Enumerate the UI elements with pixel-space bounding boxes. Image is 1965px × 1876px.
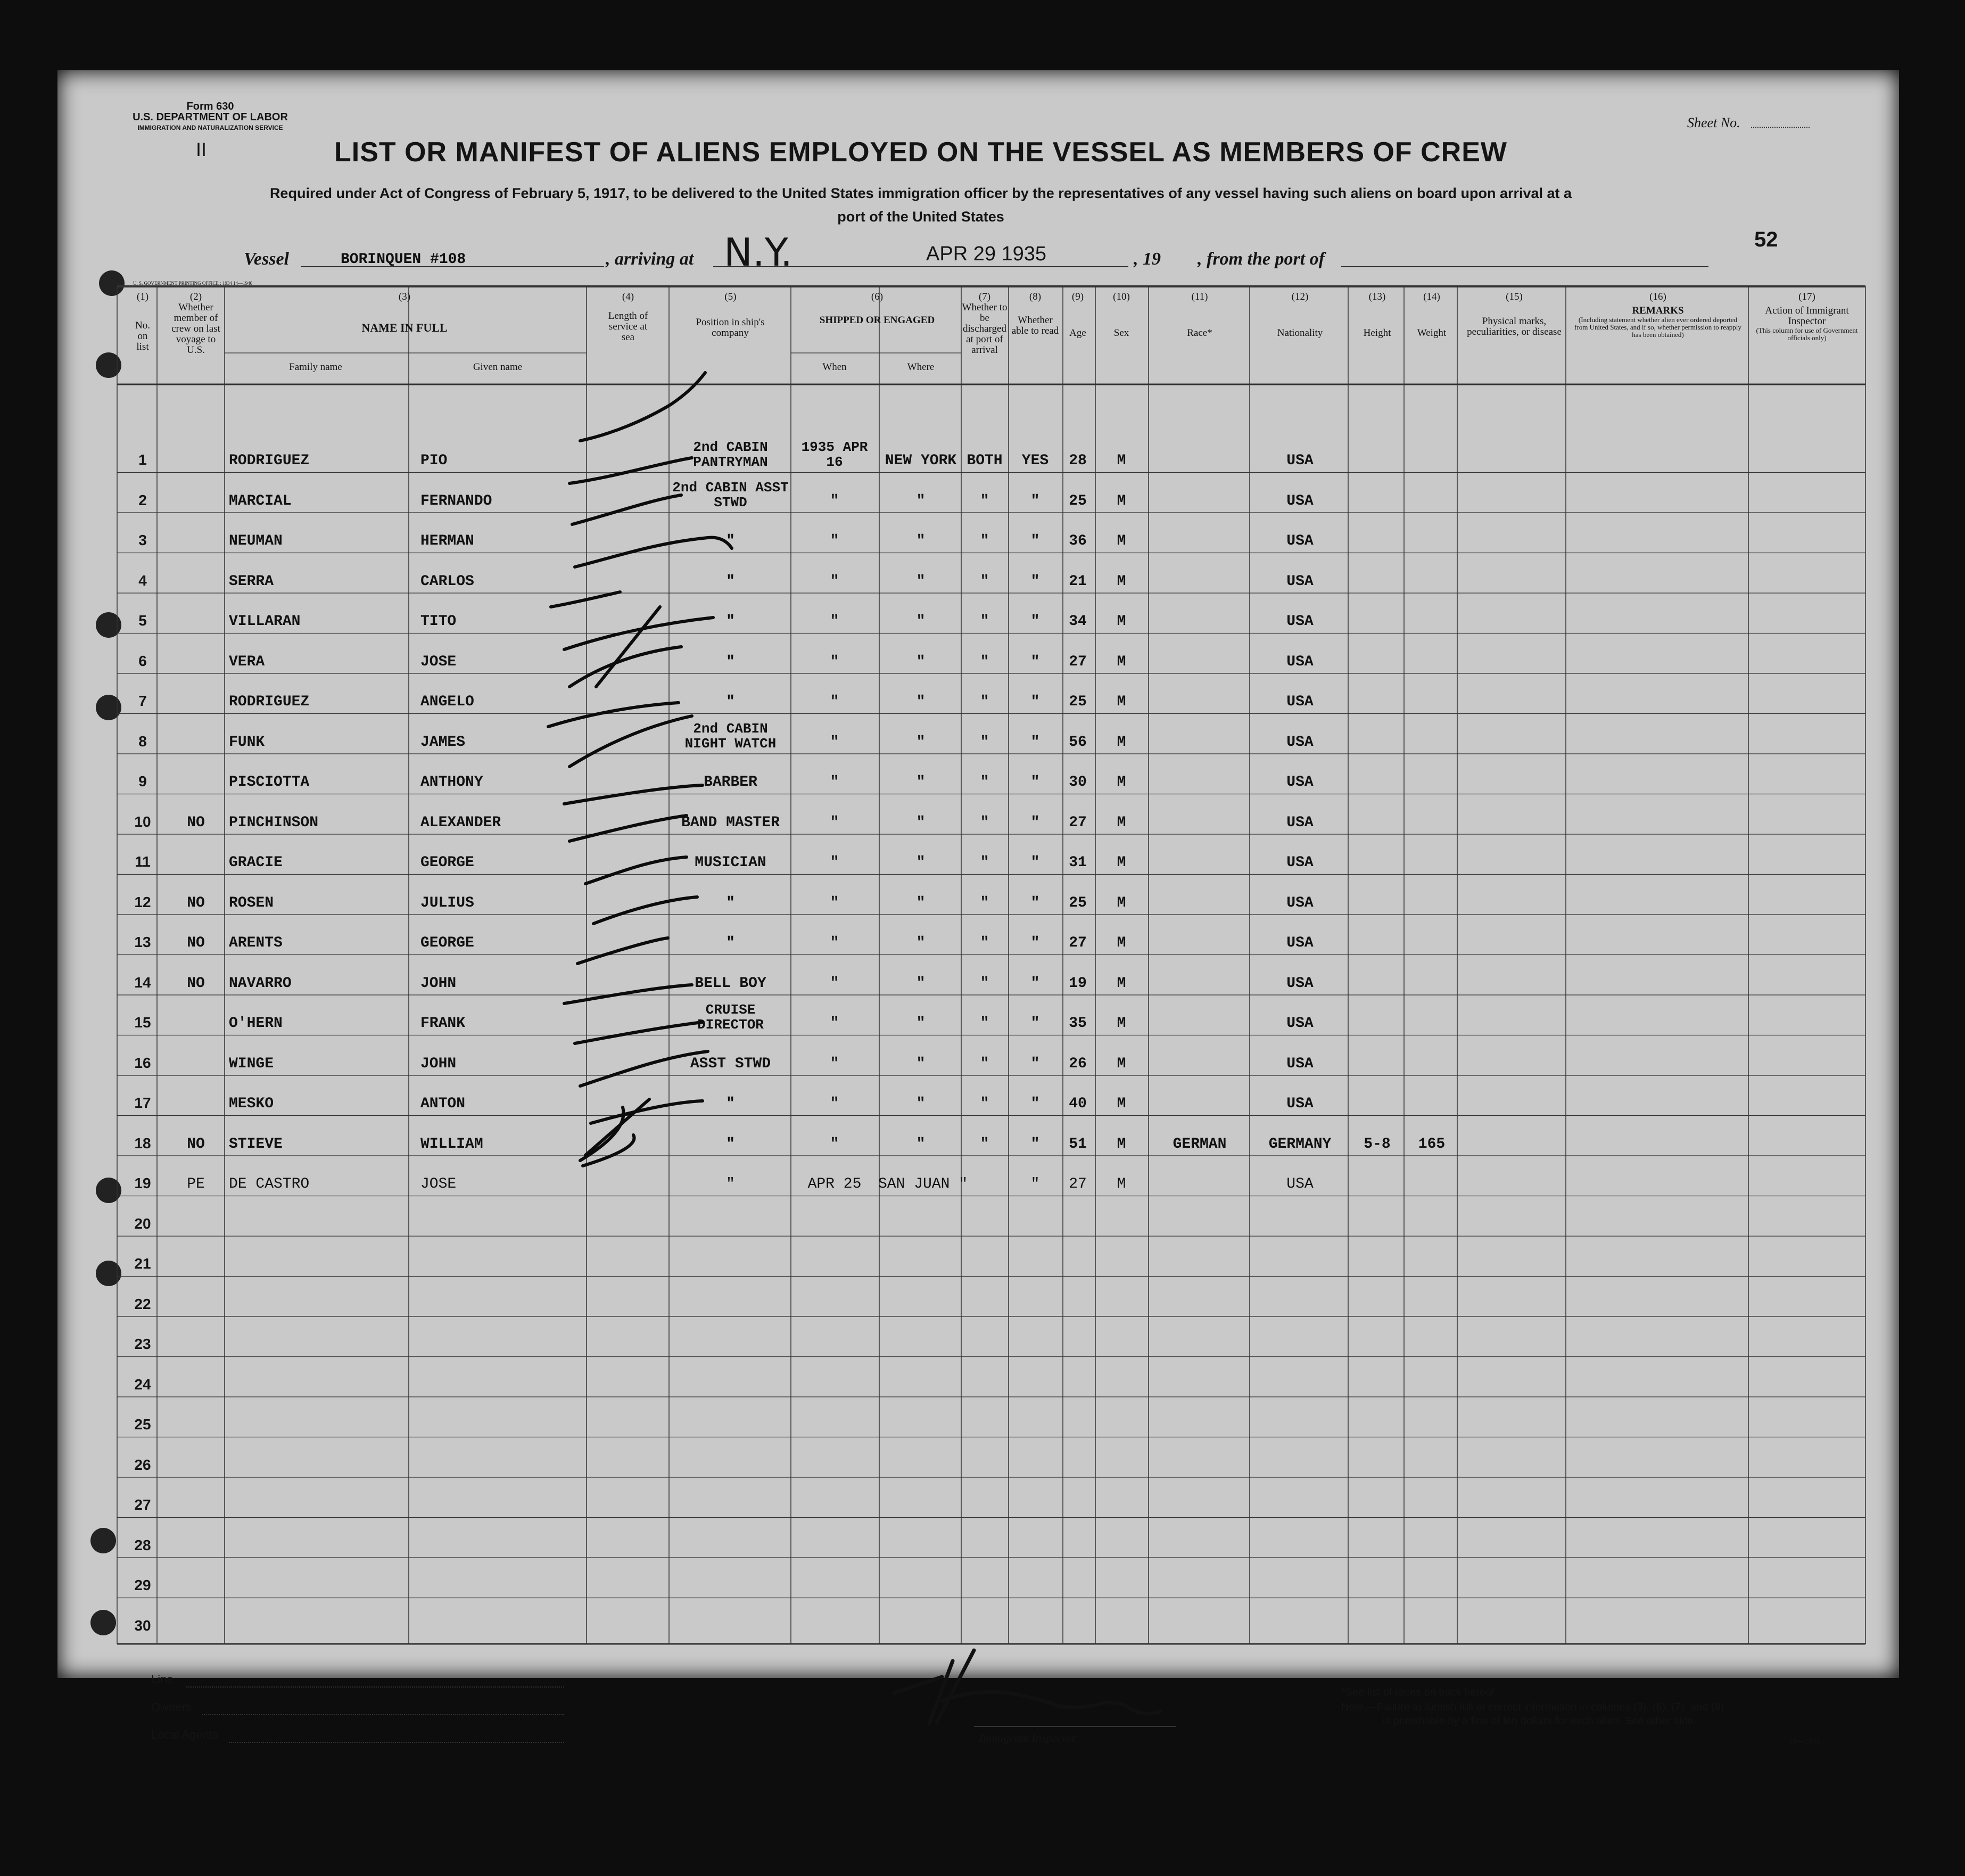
nationality-cell: USA xyxy=(1286,854,1314,871)
age-cell: 34 xyxy=(1069,613,1087,630)
able-to-read-cell: " xyxy=(1030,975,1040,992)
shipped-when-cell: " xyxy=(830,573,839,590)
age-cell: 51 xyxy=(1069,1136,1087,1153)
row-number-cell: 6 xyxy=(138,652,147,669)
able-to-read-cell: " xyxy=(1030,492,1040,509)
shipped-where-cell: " xyxy=(916,653,926,670)
given-name-cell: FERNANDO xyxy=(420,492,492,509)
col6-header: (6) SHIPPED OR ENGAGED xyxy=(819,291,935,326)
position-cell: CRUISE DIRECTOR xyxy=(697,1002,764,1033)
age-cell: 25 xyxy=(1069,492,1087,509)
race-cell: GERMAN xyxy=(1173,1136,1227,1153)
shipped-where-cell: " xyxy=(916,854,926,871)
shipped-where-cell: " xyxy=(916,734,926,751)
row-number-cell: 14 xyxy=(134,974,151,991)
row-number-cell: 12 xyxy=(134,893,151,910)
sex-cell: M xyxy=(1117,734,1126,751)
shipped-where-cell: " xyxy=(916,894,926,911)
given-name-cell: JOSE xyxy=(420,1176,457,1192)
given-name-cell: TITO xyxy=(420,613,457,630)
shipped-where-cell: " xyxy=(916,774,926,791)
given-name-cell: JOSE xyxy=(420,653,457,670)
shipped-where-cell: " xyxy=(916,814,926,831)
subtitle-line-2: port of the United States xyxy=(837,209,1004,225)
discharge-cell: " xyxy=(980,1015,989,1032)
row-number-cell: 4 xyxy=(138,572,147,589)
nationality-cell: USA xyxy=(1286,573,1314,590)
family-name-cell: WINGE xyxy=(229,1055,274,1072)
nationality-cell: USA xyxy=(1286,1055,1314,1072)
age-cell: 27 xyxy=(1069,814,1087,831)
inspector-label: Immigrant Inspector. xyxy=(979,1731,1078,1745)
row-number-cell: 19 xyxy=(134,1175,151,1191)
shipped-where-cell: " xyxy=(916,1136,926,1153)
shipped-when-cell: " xyxy=(830,533,839,549)
able-to-read-cell: " xyxy=(1030,1136,1040,1153)
sex-cell: M xyxy=(1117,814,1126,831)
able-to-read-cell: " xyxy=(1030,854,1040,871)
form-number: Form 630 U.S. DEPARTMENT OF LABOR IMMIGRATION AND NATURALIZATION SERVICE xyxy=(133,101,288,131)
family-name-cell: RODRIGUEZ xyxy=(229,694,310,710)
footer-owners-label: Owners xyxy=(151,1700,192,1714)
able-to-read-cell: " xyxy=(1030,894,1040,911)
position-cell: " xyxy=(726,573,735,590)
given-name-cell: JOHN xyxy=(420,1055,457,1072)
nationality-cell: USA xyxy=(1286,492,1314,509)
family-name-cell: O'HERN xyxy=(229,1015,283,1032)
shipped-where-cell: " xyxy=(916,935,926,951)
col13-header: (13) Height xyxy=(1363,291,1391,339)
sex-cell: M xyxy=(1117,452,1126,469)
nationality-cell: USA xyxy=(1286,613,1314,630)
shipped-where-cell: " xyxy=(916,1096,926,1112)
col16-header: (16) REMARKS (Including statement whether alien ever ordered deported from United States, and if so, whether permission to reapply has been obtained) xyxy=(1574,291,1741,339)
shipped-where-cell: " xyxy=(916,613,926,630)
discharge-cell: " xyxy=(980,613,989,630)
row-number-cell: 1 xyxy=(138,451,147,468)
nationality-cell: USA xyxy=(1286,734,1314,751)
prior-voyage-cell: NO xyxy=(187,814,205,831)
nationality-cell: USA xyxy=(1286,1015,1314,1032)
shipped-when-cell: " xyxy=(830,613,839,630)
given-name-cell: PIO xyxy=(420,452,448,469)
row-number-cell: 20 xyxy=(134,1215,151,1232)
sex-cell: M xyxy=(1117,613,1126,630)
discharge-cell: " xyxy=(980,1055,989,1072)
given-name-cell: FRANK xyxy=(420,1015,466,1032)
arriving-port: N.Y. xyxy=(724,230,793,275)
sex-cell: M xyxy=(1117,935,1126,951)
position-cell: BARBER xyxy=(704,774,757,791)
position-cell: MUSICIAN xyxy=(695,854,766,871)
age-cell: 27 xyxy=(1069,653,1087,670)
footer-line-label: Line xyxy=(151,1673,174,1686)
row-number-cell: 3 xyxy=(138,532,147,548)
races-note: *See list of races on back hereof. xyxy=(1341,1686,1498,1698)
row-number-cell: 18 xyxy=(134,1134,151,1151)
age-cell: 56 xyxy=(1069,734,1087,751)
nationality-cell: USA xyxy=(1286,774,1314,791)
discharge-cell: " xyxy=(980,975,989,992)
vessel-name: BORINQUEN #108 xyxy=(341,251,466,268)
position-cell: BAND MASTER xyxy=(681,814,780,831)
nationality-cell: GERMANY xyxy=(1268,1136,1332,1153)
penalty-note-line-1: Note.—Failure to furnish full or correct information in columns (3), (6), (7), and (8) xyxy=(1341,1701,1724,1713)
col14-header: (14) Weight xyxy=(1417,291,1447,339)
shipped-when-cell: " xyxy=(830,814,839,831)
col3-family-header: Family name xyxy=(289,361,342,373)
position-cell: " xyxy=(726,935,735,951)
able-to-read-cell: " xyxy=(1030,1055,1040,1072)
row-number-cell: 5 xyxy=(138,612,147,629)
able-to-read-cell: YES xyxy=(1021,452,1049,469)
nationality-cell: USA xyxy=(1286,694,1314,710)
row-number-cell: 22 xyxy=(134,1295,151,1312)
age-cell: 26 xyxy=(1069,1055,1087,1072)
discharge-cell: " xyxy=(980,774,989,791)
age-cell: 30 xyxy=(1069,774,1087,791)
sex-cell: M xyxy=(1117,854,1126,871)
position-cell: ASST STWD xyxy=(690,1055,771,1072)
position-cell: " xyxy=(726,533,735,549)
able-to-read-cell: " xyxy=(1030,935,1040,951)
nationality-cell: USA xyxy=(1286,1096,1314,1112)
row-number-cell: 21 xyxy=(134,1255,151,1272)
given-name-cell: GEORGE xyxy=(420,935,474,951)
family-name-cell: NAVARRO xyxy=(229,975,292,992)
sex-cell: M xyxy=(1117,533,1126,549)
shipped-when-cell: " xyxy=(830,1096,839,1112)
position-cell: " xyxy=(726,1096,735,1112)
discharge-cell: BOTH xyxy=(967,452,1003,469)
shipped-where-cell: SAN JUAN " xyxy=(878,1176,968,1192)
prior-voyage-cell: NO xyxy=(187,894,205,911)
discharge-cell: " xyxy=(980,854,989,871)
col5-header: (5) Position in ship's company xyxy=(696,291,765,339)
given-name-cell: ANTHONY xyxy=(420,774,483,791)
able-to-read-cell: " xyxy=(1030,1096,1040,1112)
able-to-read-cell: " xyxy=(1030,1176,1040,1192)
family-name-cell: PINCHINSON xyxy=(229,814,319,831)
family-name-cell: VERA xyxy=(229,653,265,670)
family-name-cell: VILLARAN xyxy=(229,613,301,630)
able-to-read-cell: " xyxy=(1030,533,1040,549)
footer-agents-label: Local Agents xyxy=(151,1728,218,1741)
arrival-date-stamp: APR 29 1935 xyxy=(926,243,1047,265)
nationality-cell: USA xyxy=(1286,894,1314,911)
col11-header: (11) Race* xyxy=(1187,291,1212,339)
age-cell: 27 xyxy=(1069,935,1087,951)
shipped-when-cell: 1935 APR 16 xyxy=(801,439,868,470)
printing-office: U. S. GOVERNMENT PRINTING OFFICE : 1934 14—1940 xyxy=(133,281,253,286)
prior-voyage-cell: NO xyxy=(187,975,205,992)
row-number-cell: 10 xyxy=(134,813,151,830)
sex-cell: M xyxy=(1117,1136,1126,1153)
shipped-where-cell: " xyxy=(916,1055,926,1072)
able-to-read-cell: " xyxy=(1030,1015,1040,1032)
sex-cell: M xyxy=(1117,653,1126,670)
age-cell: 21 xyxy=(1069,573,1087,590)
given-name-cell: ALEXANDER xyxy=(420,814,501,831)
given-name-cell: HERMAN xyxy=(420,533,474,549)
discharge-cell: " xyxy=(980,573,989,590)
col6-where-header: Where xyxy=(907,361,935,373)
col7-header: (7) Whether to be discharged at port of arrival xyxy=(962,291,1008,356)
row-number-cell: 24 xyxy=(134,1376,151,1393)
shipped-where-cell: " xyxy=(916,1015,926,1032)
able-to-read-cell: " xyxy=(1030,653,1040,670)
shipped-when-cell: " xyxy=(830,975,839,992)
position-cell: 2nd CABIN PANTRYMAN xyxy=(693,439,768,470)
col1-header: (1) No. on list xyxy=(135,291,150,352)
page-title: LIST OR MANIFEST OF ALIENS EMPLOYED ON THE VESSEL AS MEMBERS OF CREW xyxy=(334,137,1507,168)
nationality-cell: USA xyxy=(1286,1176,1314,1192)
discharge-cell: " xyxy=(980,894,989,911)
given-name-cell: JOHN xyxy=(420,975,457,992)
col2-header: (2) Whether member of crew on last voyage to U.S. xyxy=(171,291,220,356)
discharge-cell: " xyxy=(980,814,989,831)
given-name-cell: ANTON xyxy=(420,1096,466,1112)
discharge-cell: " xyxy=(980,653,989,670)
given-name-cell: JAMES xyxy=(420,734,466,751)
given-name-cell: GEORGE xyxy=(420,854,474,871)
col3-given-header: Given name xyxy=(473,361,523,373)
row-number-cell: 17 xyxy=(134,1095,151,1111)
sex-cell: M xyxy=(1117,492,1126,509)
shipped-where-cell: " xyxy=(916,694,926,710)
sex-cell: M xyxy=(1117,1055,1126,1072)
discharge-cell: " xyxy=(980,492,989,509)
discharge-cell: " xyxy=(980,935,989,951)
position-cell: 2nd CABIN ASST STWD xyxy=(672,479,789,511)
shipped-when-cell: " xyxy=(830,894,839,911)
shipped-when-cell: " xyxy=(830,854,839,871)
age-cell: 27 xyxy=(1069,1176,1087,1192)
row-number-cell: 27 xyxy=(134,1496,151,1513)
row-number-cell: 2 xyxy=(138,491,147,508)
form-mark: II xyxy=(196,139,207,161)
family-name-cell: PISCIOTTA xyxy=(229,774,310,791)
position-cell: " xyxy=(726,694,735,710)
age-cell: 25 xyxy=(1069,894,1087,911)
sex-cell: M xyxy=(1117,1015,1126,1032)
sex-cell: M xyxy=(1117,975,1126,992)
family-name-cell: MESKO xyxy=(229,1096,274,1112)
col12-header: (12) Nationality xyxy=(1277,291,1323,339)
col17-header: (17) Action of Immigrant Inspector (This column for use of Government officials only) xyxy=(1756,291,1858,342)
discharge-cell: " xyxy=(980,694,989,710)
page-number: 52 xyxy=(1754,228,1778,251)
age-cell: 36 xyxy=(1069,533,1087,549)
position-cell: " xyxy=(726,613,735,630)
col15-header: (15) Physical marks, peculiarities, or disease xyxy=(1467,291,1562,338)
able-to-read-cell: " xyxy=(1030,814,1040,831)
sex-cell: M xyxy=(1117,1096,1126,1112)
shipped-where-cell: " xyxy=(916,533,926,549)
prior-voyage-cell: NO xyxy=(187,1136,205,1153)
family-name-cell: MARCIAL xyxy=(229,492,292,509)
position-cell: " xyxy=(726,653,735,670)
position-cell: 2nd CABIN NIGHT WATCH xyxy=(684,720,777,752)
able-to-read-cell: " xyxy=(1030,774,1040,791)
able-to-read-cell: " xyxy=(1030,734,1040,751)
position-cell: " xyxy=(726,894,735,911)
shipped-when-cell: " xyxy=(830,653,839,670)
row-number-cell: 11 xyxy=(135,853,151,870)
position-cell: " xyxy=(726,1176,735,1192)
height-cell: 5-8 xyxy=(1364,1136,1391,1153)
weight-cell: 165 xyxy=(1418,1136,1446,1153)
sex-cell: M xyxy=(1117,694,1126,710)
age-cell: 19 xyxy=(1069,975,1087,992)
row-number-cell: 7 xyxy=(138,693,147,709)
col10-header: (10) Sex xyxy=(1113,291,1130,339)
age-cell: 35 xyxy=(1069,1015,1087,1032)
prior-voyage-cell: PE xyxy=(187,1176,205,1192)
nationality-cell: USA xyxy=(1286,975,1314,992)
sheet-number-label: Sheet No. xyxy=(1687,115,1740,130)
row-number-cell: 29 xyxy=(134,1577,151,1593)
shipped-when-cell: " xyxy=(830,1136,839,1153)
shipped-where-cell: " xyxy=(916,492,926,509)
nationality-cell: USA xyxy=(1286,533,1314,549)
family-name-cell: SERRA xyxy=(229,573,274,590)
shipped-where-cell: " xyxy=(916,573,926,590)
from-port-label: , from the port of xyxy=(1198,249,1325,269)
family-name-cell: RODRIGUEZ xyxy=(229,452,310,469)
age-cell: 28 xyxy=(1069,452,1087,469)
sex-cell: M xyxy=(1117,774,1126,791)
family-name-cell: GRACIE xyxy=(229,854,283,871)
family-name-cell: STIEVE xyxy=(229,1136,283,1153)
discharge-cell: " xyxy=(980,734,989,751)
family-name-cell: DE CASTRO xyxy=(229,1176,310,1192)
discharge-cell: " xyxy=(980,533,989,549)
row-number-cell: 16 xyxy=(134,1054,151,1071)
shipped-when-cell: " xyxy=(830,492,839,509)
shipped-when-cell: " xyxy=(830,1055,839,1072)
nationality-cell: USA xyxy=(1286,452,1314,469)
prior-voyage-cell: NO xyxy=(187,935,205,951)
row-number-cell: 26 xyxy=(134,1456,151,1473)
shipped-where-cell: NEW YORK xyxy=(885,452,957,469)
form-code: 14—1940 xyxy=(1788,1737,1821,1745)
able-to-read-cell: " xyxy=(1030,613,1040,630)
able-to-read-cell: " xyxy=(1030,694,1040,710)
given-name-cell: WILLIAM xyxy=(420,1136,483,1153)
family-name-cell: ARENTS xyxy=(229,935,283,951)
sex-cell: M xyxy=(1117,894,1126,911)
col6-when-header: When xyxy=(822,361,847,373)
year-label: , 19 xyxy=(1134,249,1161,269)
given-name-cell: ANGELO xyxy=(420,694,474,710)
arriving-label: , arriving at xyxy=(606,249,694,269)
age-cell: 31 xyxy=(1069,854,1087,871)
nationality-cell: USA xyxy=(1286,653,1314,670)
row-number-cell: 30 xyxy=(134,1617,151,1634)
sex-cell: M xyxy=(1117,573,1126,590)
row-number-cell: 15 xyxy=(134,1014,151,1031)
able-to-read-cell: " xyxy=(1030,573,1040,590)
shipped-where-cell: " xyxy=(916,975,926,992)
family-name-cell: ROSEN xyxy=(229,894,274,911)
given-name-cell: CARLOS xyxy=(420,573,474,590)
sex-cell: M xyxy=(1117,1176,1126,1192)
discharge-cell: " xyxy=(980,1136,989,1153)
vessel-label: Vessel xyxy=(244,249,289,269)
shipped-when-cell: " xyxy=(830,694,839,710)
row-number-cell: 28 xyxy=(134,1536,151,1553)
nationality-cell: USA xyxy=(1286,935,1314,951)
col9-header: (9) Age xyxy=(1069,291,1086,339)
family-name-cell: FUNK xyxy=(229,734,265,751)
position-cell: BELL BOY xyxy=(695,975,766,992)
col4-header: (4) Length of service at sea xyxy=(608,291,648,343)
row-number-cell: 23 xyxy=(134,1336,151,1352)
subtitle-line-1: Required under Act of Congress of February 5, 1917, to be delivered to the United States immigration officer by the representatives of any vessel having such aliens on board upon arrival at a xyxy=(269,185,1572,201)
row-number-cell: 9 xyxy=(138,773,147,789)
penalty-note-line-2: is punishable by a fine of ten dollars for each alien. See other side. xyxy=(1383,1715,1697,1727)
age-cell: 40 xyxy=(1069,1096,1087,1112)
given-name-cell: JULIUS xyxy=(420,894,474,911)
shipped-when-cell: APR 25 xyxy=(807,1176,862,1192)
nationality-cell: USA xyxy=(1286,814,1314,831)
row-number-cell: 8 xyxy=(138,733,147,750)
family-name-cell: NEUMAN xyxy=(229,533,283,549)
discharge-cell: " xyxy=(980,1096,989,1112)
position-cell: " xyxy=(726,1136,735,1153)
shipped-when-cell: " xyxy=(830,935,839,951)
shipped-when-cell: " xyxy=(830,1015,839,1032)
col8-header: (8) Whether able to read xyxy=(1011,291,1059,336)
row-number-cell: 13 xyxy=(134,934,151,950)
shipped-when-cell: " xyxy=(830,734,839,751)
row-number-cell: 25 xyxy=(134,1416,151,1433)
col3-header: (3) NAME IN FULL xyxy=(361,291,448,334)
age-cell: 25 xyxy=(1069,694,1087,710)
shipped-when-cell: " xyxy=(830,774,839,791)
